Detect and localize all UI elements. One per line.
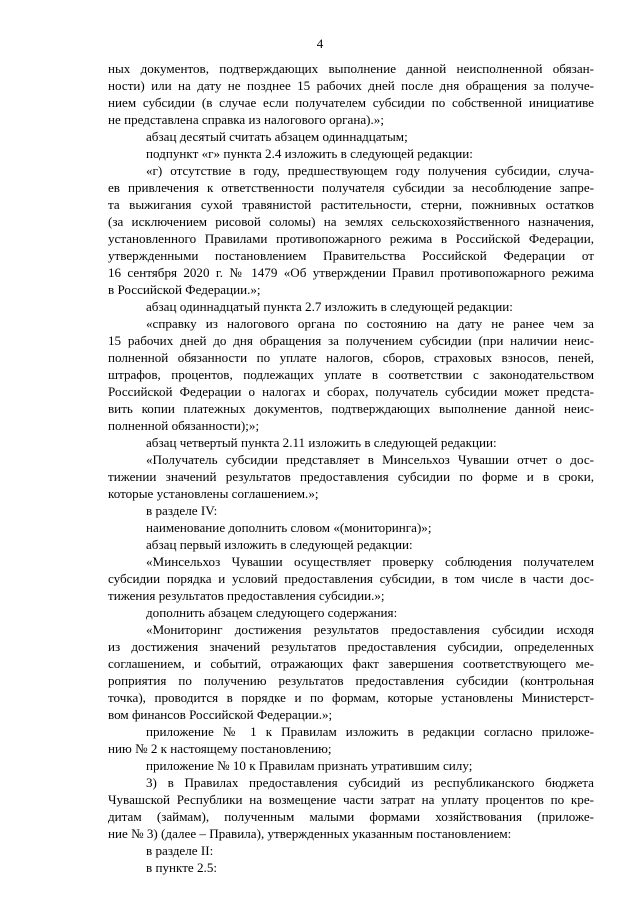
text-line: абзац одиннадцатый пункта 2.7 изложить в следующей редакции: [146, 299, 513, 314]
text-line: роприятия по получению результатов предоставления субсидии (контрольная [108, 673, 594, 688]
text-line: ние № 3) (далее – Правила), утвержденных указанным постановлением: [108, 826, 512, 841]
text-line: «Мониторинг достижения результатов предоставления субсидии исходя [146, 622, 594, 637]
page-number: 4 [316, 36, 324, 51]
text-line: абзац первый изложить в следующей редакции: [146, 537, 413, 552]
text-line: приложение № 10 к Правилам признать утратившим силу; [146, 758, 473, 773]
text-line: установленного Правилами противопожарного режима в Российской Федерации, [108, 231, 594, 246]
text-line: 16 сентября 2020 г. № 1479 «Об утверждении Правил противопожарного режима [108, 265, 594, 280]
text-line: полненной обязанности по уплате налогов, сборов, страховых взносов, пеней, [108, 350, 594, 365]
text-line: (за исключением рисовой соломы) на землях сельскохозяйственного назначения, [108, 214, 594, 229]
text-line: абзац десятый считать абзацем одиннадцатым; [146, 129, 408, 144]
text-line: наименование дополнить словом «(мониторинга)»; [146, 520, 432, 535]
text-line: Российской Федерации о налогах и сборах, получатель субсидии может предста- [108, 384, 594, 399]
text-line: «Минсельхоз Чувашии осуществляет проверку соблюдения получателем [146, 554, 594, 569]
text-line: в разделе II: [146, 843, 214, 858]
text-line: абзац четвертый пункта 2.11 изложить в следующей редакции: [146, 435, 497, 450]
text-line: тижении значений результатов предоставления субсидии по форме и в сроки, [108, 469, 594, 484]
text-line: «справку из налогового органа по состоянию на дату не ранее чем за [146, 316, 594, 331]
text-line: полненной обязанности);»; [108, 418, 260, 433]
text-line: та выжигания сухой травянистой растительности, стерни, пожнивных остатков [108, 197, 594, 212]
text-line: вом финансов Российской Федерации.»; [108, 707, 333, 722]
text-line: вить копии платежных документов, подтверждающих выполнение данной неис- [108, 401, 594, 416]
text-line: тижения результатов предоставления субсидии.»; [108, 588, 385, 603]
text-line: приложение № 1 к Правилам изложить в редакции согласно приложе- [146, 724, 594, 739]
text-line: в Российской Федерации.»; [108, 282, 261, 297]
text-line: которые установлены соглашением.»; [108, 486, 319, 501]
text-line: Чувашской Республики на возмещение части затрат на уплату процентов по кре- [108, 792, 594, 807]
text-line: штрафов, процентов, подлежащих уплате в соответствии с законодательством [108, 367, 594, 382]
text-line: подпункт «г» пункта 2.4 изложить в следующей редакции: [146, 146, 473, 161]
text-line: субсидии порядка и условий предоставления субсидии, в том числе в части дос- [108, 571, 594, 586]
text-line: точка), проводится в порядке и по формам, которые установлены Министерст- [108, 690, 594, 705]
text-line: «г) отсутствие в году, предшествующем году получения субсидии, случа- [146, 163, 594, 178]
text-line: ных документов, подтверждающих выполнение данной неисполненной обязан- [108, 61, 594, 76]
text-line: не представлена справка из налогового органа).»; [108, 112, 384, 127]
text-line: из достижения значений результатов предоставления субсидии, определенных [108, 639, 594, 654]
text-line: утвержденными постановлением Правительства Российской Федерации от [108, 248, 594, 263]
text-line: ности) или на дату не позднее 15 рабочих дней после дня обращения за получе- [108, 78, 594, 93]
text-line: дополнить абзацем следующего содержания: [146, 605, 398, 620]
text-line: нию № 2 к настоящему постановлению; [108, 741, 332, 756]
text-line: нием субсидии (в случае если получателем субсидии по собственной инициативе [108, 95, 594, 110]
text-line: в разделе IV: [146, 503, 218, 518]
text-line: 3) в Правилах предоставления субсидий из республиканского бюджета [146, 775, 594, 790]
text-line: в пункте 2.5: [146, 860, 218, 875]
text-line: соглашением, и событий, отражающих факт завершения соответствующего ме- [108, 656, 594, 671]
text-line: ев привлечения к ответственности получателя субсидии за несоблюдение запре- [108, 180, 594, 195]
text-line: дитам (займам), полученным малыми формами хозяйствования (приложе- [108, 809, 594, 824]
text-line: «Получатель субсидии представляет в Минсельхоз Чувашии отчет о дос- [146, 452, 594, 467]
text-line: 15 рабочих дней до дня обращения за получением субсидии (при наличии неис- [108, 333, 594, 348]
